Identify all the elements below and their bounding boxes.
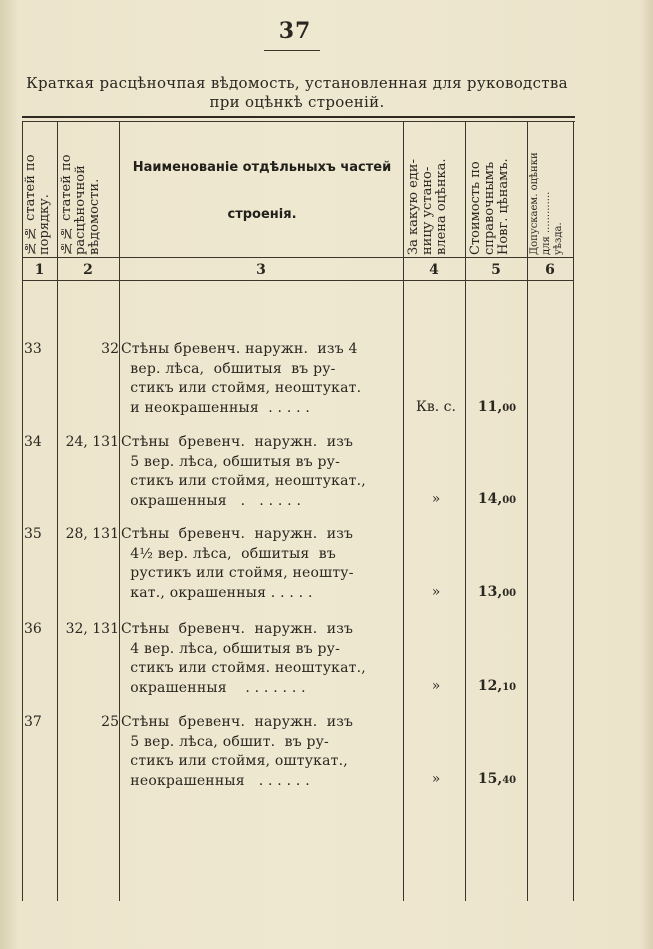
row-order: 36	[24, 621, 42, 637]
title-rule	[22, 116, 575, 118]
row-order: 34	[24, 434, 42, 450]
header-estimate-ref: №№ статей по расцѣночной вѣдомости.	[59, 154, 102, 255]
column-numbers-separator	[22, 280, 574, 281]
row-description: Стѣны бревенч. наружн. изъ 4½ вер. лѣса, обшитыя въ рустикъ или стоймя, неошту- кат., окрашенныя . . . . .	[121, 526, 354, 601]
table-border-right	[573, 121, 574, 901]
header-price: Стоимость по справочнымъ Новг. цѣнамъ.	[468, 158, 511, 255]
row-description: Стѣны бревенч. наружн. изъ 4 вер. лѣса, обшитыя въ ру- стикъ или стоймя. неоштукат., окрашенныя . . . . . . .	[121, 621, 366, 696]
column-number-5: 5	[491, 262, 501, 278]
row-unit: »	[431, 771, 441, 787]
row-order: 35	[24, 526, 42, 542]
row-unit: Кв. с.	[416, 399, 456, 415]
title-line-1: Краткая расцѣночпая вѣдомость, установленная для руководства	[26, 74, 568, 92]
title-rule-thin	[22, 121, 575, 122]
price-fraction: 10	[502, 682, 517, 693]
price-main: 12,	[477, 678, 503, 694]
page-number: 37	[278, 18, 312, 44]
row-order: 37	[24, 714, 42, 730]
row-price	[466, 770, 528, 791]
row-description: Стѣны бревенч. наружн. изъ 5 вер. лѣса, обшитыя въ ру- стикъ или стоймя, неоштукат., окрашенныя . . . . . .	[121, 434, 366, 509]
document-title	[14, 74, 580, 112]
header-separator	[22, 257, 574, 258]
price-fraction: 00	[502, 588, 517, 599]
column-number-6: 6	[545, 262, 555, 278]
column-number-4: 4	[429, 262, 439, 278]
price-main: 14,	[477, 491, 503, 507]
row-unit: »	[431, 584, 441, 600]
row-price	[466, 490, 528, 511]
row-price	[466, 583, 528, 604]
price-fraction: 40	[502, 775, 517, 786]
header-allowed-estimate: Допускаем. оцѣнки для ............. уѣзда.	[529, 152, 564, 255]
row-order: 33	[24, 341, 42, 357]
column-divider-2	[119, 121, 120, 901]
header-unit: За какую еди- ницу устано- влена оцѣнка.	[406, 158, 449, 255]
row-unit: »	[431, 491, 441, 507]
row-ref: 32, 131	[65, 621, 119, 637]
header-parts-subtitle: строенія.	[227, 207, 297, 222]
row-ref: 25	[101, 714, 119, 730]
column-number-3: 3	[256, 262, 266, 278]
row-ref: 28, 131	[65, 526, 119, 542]
title-line-2: при оцѣнкѣ строеній.	[209, 93, 385, 111]
price-main: 11,	[477, 399, 503, 415]
row-ref: 32	[101, 341, 119, 357]
header-order-number: №№ статей по порядку.	[23, 154, 52, 255]
price-main: 13,	[477, 584, 503, 600]
header-parts-title: Наименованіе отдѣльныхъ частей	[132, 160, 392, 175]
column-number-2: 2	[83, 262, 93, 278]
column-divider-1	[57, 121, 58, 901]
row-description: Стѣны бревенч. наружн. изъ 4 вер. лѣса, обшитыя въ ру- стикъ или стоймя, неоштукат. и неокрашенныя . . . . .	[121, 341, 362, 416]
page-number-rule	[264, 50, 320, 51]
row-unit: »	[431, 678, 441, 694]
row-ref: 24, 131	[65, 434, 119, 450]
row-description: Стѣны бревенч. наружн. изъ 5 вер. лѣса, обшит. въ ру- стикъ или стоймя, оштукат., неокрашенныя . . . . . .	[121, 714, 354, 789]
row-price	[466, 677, 528, 698]
price-fraction: 00	[502, 495, 517, 506]
column-number-1: 1	[34, 262, 45, 278]
row-price	[466, 398, 528, 419]
price-fraction: 00	[502, 403, 517, 414]
price-main: 15,	[477, 771, 503, 787]
